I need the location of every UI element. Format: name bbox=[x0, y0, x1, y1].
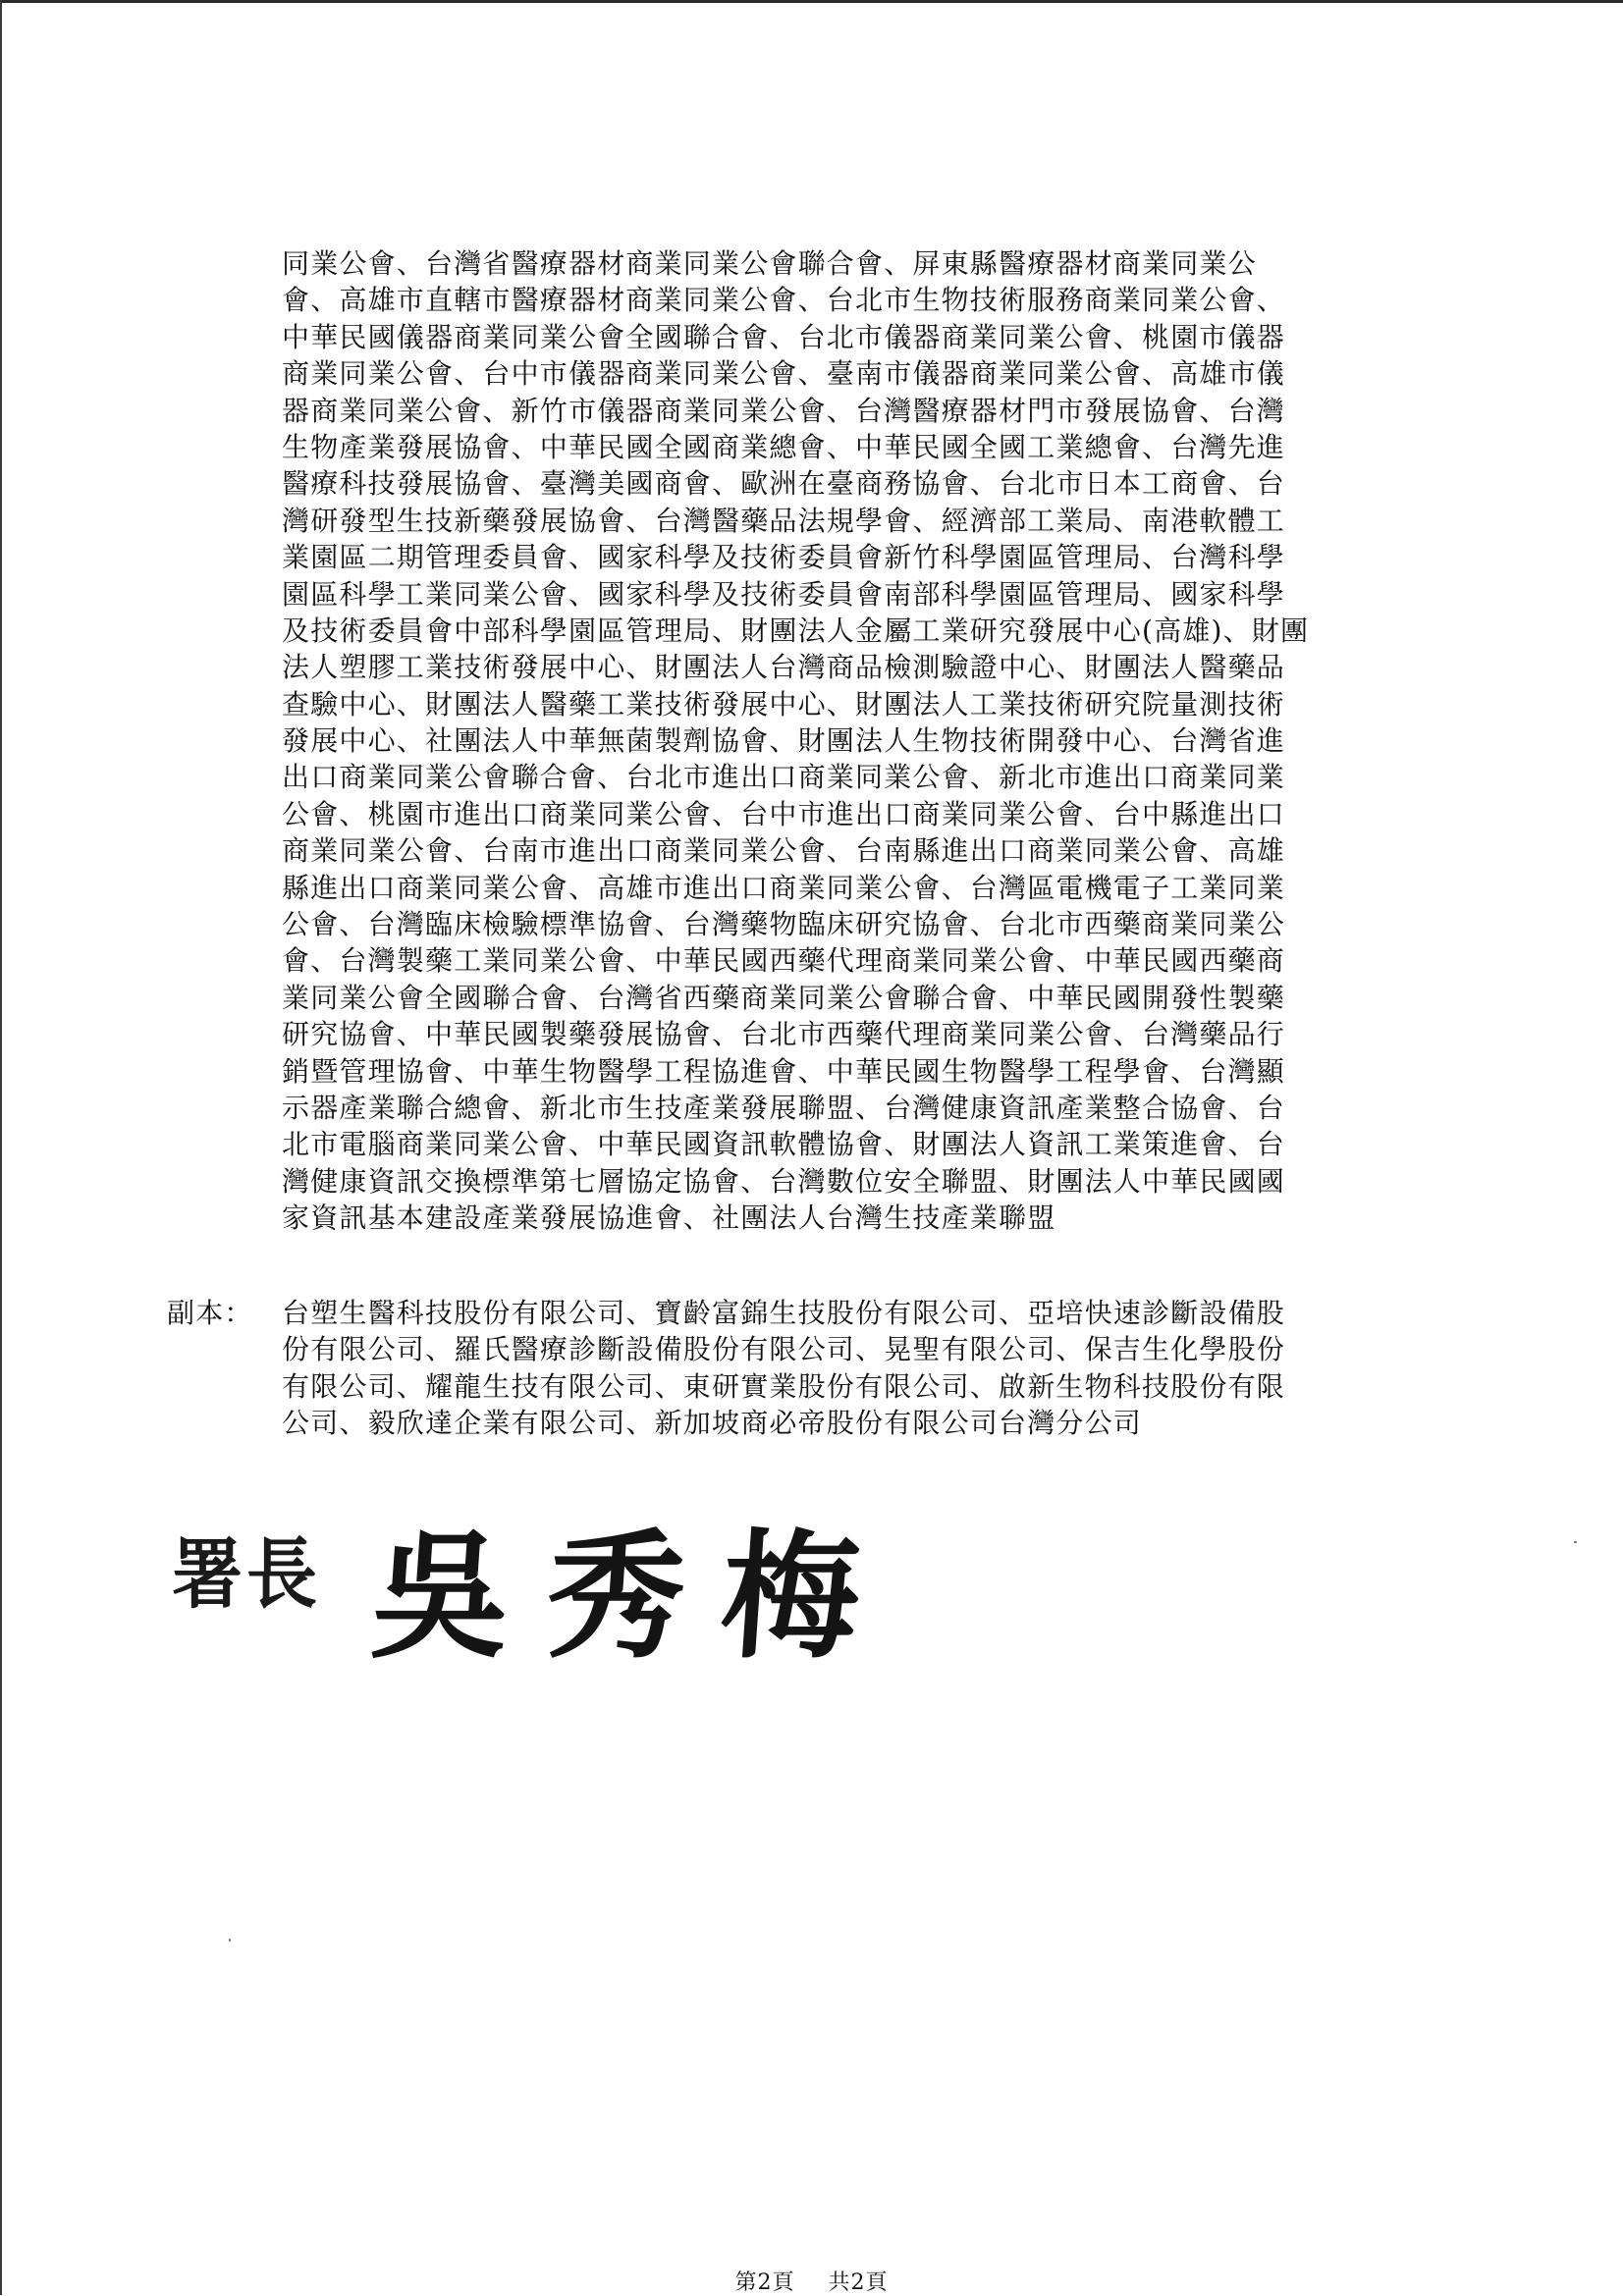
cc-list bbox=[282, 1295, 1450, 1442]
page-footer bbox=[0, 2266, 1623, 2296]
recipient-line: 商業同業公會、台中市儀器商業同業公會、臺南市儀器商業同業公會、高雄市儀 bbox=[282, 357, 1286, 391]
recipient-line: 發展中心、社團法人中華無菌製劑協會、財團法人生物技術開發中心、台灣省進 bbox=[282, 724, 1286, 758]
recipient-line: 家資訊基本建設產業發展協進會、社團法人台灣生技產業聯盟 bbox=[282, 1201, 1056, 1235]
scan-speck bbox=[229, 1939, 231, 1942]
signature-block bbox=[172, 1487, 918, 1678]
recipient-line: 會、台灣製藥工業同業公會、中華民國西藥代理商業同業公會、中華民國西藥商 bbox=[282, 944, 1286, 978]
recipient-line: 業同業公會全國聯合會、台灣省西藥商業同業公會聯合會、中華民國開發性製藥 bbox=[282, 981, 1286, 1014]
recipient-line: 示器產業聯合總會、新北市生技產業發展聯盟、台灣健康資訊產業整合協會、台 bbox=[282, 1091, 1286, 1124]
recipient-line: 及技術委員會中部科學園區管理局、財團法人金屬工業研究發展中心(高雄)、財團 bbox=[282, 614, 1310, 647]
recipient-line: 園區科學工業同業公會、國家科學及技術委員會南部科學園區管理局、國家科學 bbox=[282, 577, 1286, 611]
signature-name: 吳秀梅 bbox=[366, 1517, 902, 1678]
recipient-line: 中華民國儀器商業同業公會全國聯合會、台北市儀器商業同業公會、桃園市儀器 bbox=[282, 320, 1286, 353]
recipient-line: 公會、桃園市進出口商業同業公會、台中市進出口商業同業公會、台中縣進出口 bbox=[282, 797, 1286, 830]
scan-speck bbox=[1574, 1541, 1577, 1543]
recipient-line: 縣進出口商業同業公會、高雄市進出口商業同業公會、台灣區電機電子工業同業 bbox=[282, 871, 1286, 904]
page-total: 共2頁 bbox=[828, 2270, 889, 2295]
recipient-line: 法人塑膠工業技術發展中心、財團法人台灣商品檢測驗證中心、財團法人醫藥品 bbox=[282, 651, 1286, 684]
recipient-line: 出口商業同業公會聯合會、台北市進出口商業同業公會、新北市進出口商業同業 bbox=[282, 761, 1286, 794]
recipient-line: 器商業同業公會、新竹市儀器商業同業公會、台灣醫療器材門市發展協會、台灣 bbox=[282, 394, 1286, 427]
recipient-line: 同業公會、台灣省醫療器材商業同業公會聯合會、屏東縣醫療器材商業同業公 bbox=[282, 247, 1257, 280]
recipient-line: 商業同業公會、台南市進出口商業同業公會、台南縣進出口商業同業公會、高雄 bbox=[282, 834, 1286, 868]
page-number: 第2頁 bbox=[734, 2270, 795, 2295]
recipient-line: 灣健康資訊交換標準第七層協定協會、台灣數位安全聯盟、財團法人中華民國國 bbox=[282, 1164, 1286, 1198]
cc-line: 份有限公司、羅氏醫療診斷設備股份有限公司、晃聖有限公司、保吉生化學股份 bbox=[282, 1333, 1286, 1366]
recipient-line: 業園區二期管理委員會、國家科學及技術委員會新竹科學園區管理局、台灣科學 bbox=[282, 541, 1286, 574]
cc-line: 公司、毅欣達企業有限公司、新加坡商必帝股份有限公司台灣分公司 bbox=[282, 1407, 1143, 1440]
recipient-line: 生物產業發展協會、中華民國全國商業總會、中華民國全國工業總會、台灣先進 bbox=[282, 430, 1286, 463]
recipient-line: 灣研發型生技新藥發展協會、台灣醫藥品法規學會、經濟部工業局、南港軟體工 bbox=[282, 504, 1286, 537]
recipient-line: 銷暨管理協會、中華生物醫學工程協進會、中華民國生物醫學工程學會、台灣顯 bbox=[282, 1054, 1286, 1088]
signature-title: 署長 bbox=[172, 1528, 322, 1619]
cc-label: 副本： bbox=[167, 1297, 253, 1329]
recipient-line: 公會、台灣臨床檢驗標準協會、台灣藥物臨床研究協會、台北市西藥商業同業公 bbox=[282, 908, 1286, 941]
recipient-line: 研究協會、中華民國製藥發展協會、台北市西藥代理商業同業公會、台灣藥品行 bbox=[282, 1018, 1286, 1051]
cc-line: 有限公司、耀龍生技有限公司、東研實業股份有限公司、啟新生物科技股份有限 bbox=[282, 1369, 1286, 1403]
recipient-line: 醫療科技發展協會、臺灣美國商會、歐洲在臺商務協會、台北市日本工商會、台 bbox=[282, 467, 1286, 501]
cc-line: 台塑生醫科技股份有限公司、寶齡富錦生技股份有限公司、亞培快速診斷設備股 bbox=[282, 1297, 1286, 1329]
recipient-line: 北市電腦商業同業公會、中華民國資訊軟體協會、財團法人資訊工業策進會、台 bbox=[282, 1128, 1286, 1161]
recipient-line: 會、高雄市直轄市醫療器材商業同業公會、台北市生物技術服務商業同業公會、 bbox=[282, 284, 1286, 317]
recipient-line: 查驗中心、財團法人醫藥工業技術發展中心、財團法人工業技術研究院量測技術 bbox=[282, 687, 1286, 721]
recipient-list bbox=[282, 245, 1446, 1237]
